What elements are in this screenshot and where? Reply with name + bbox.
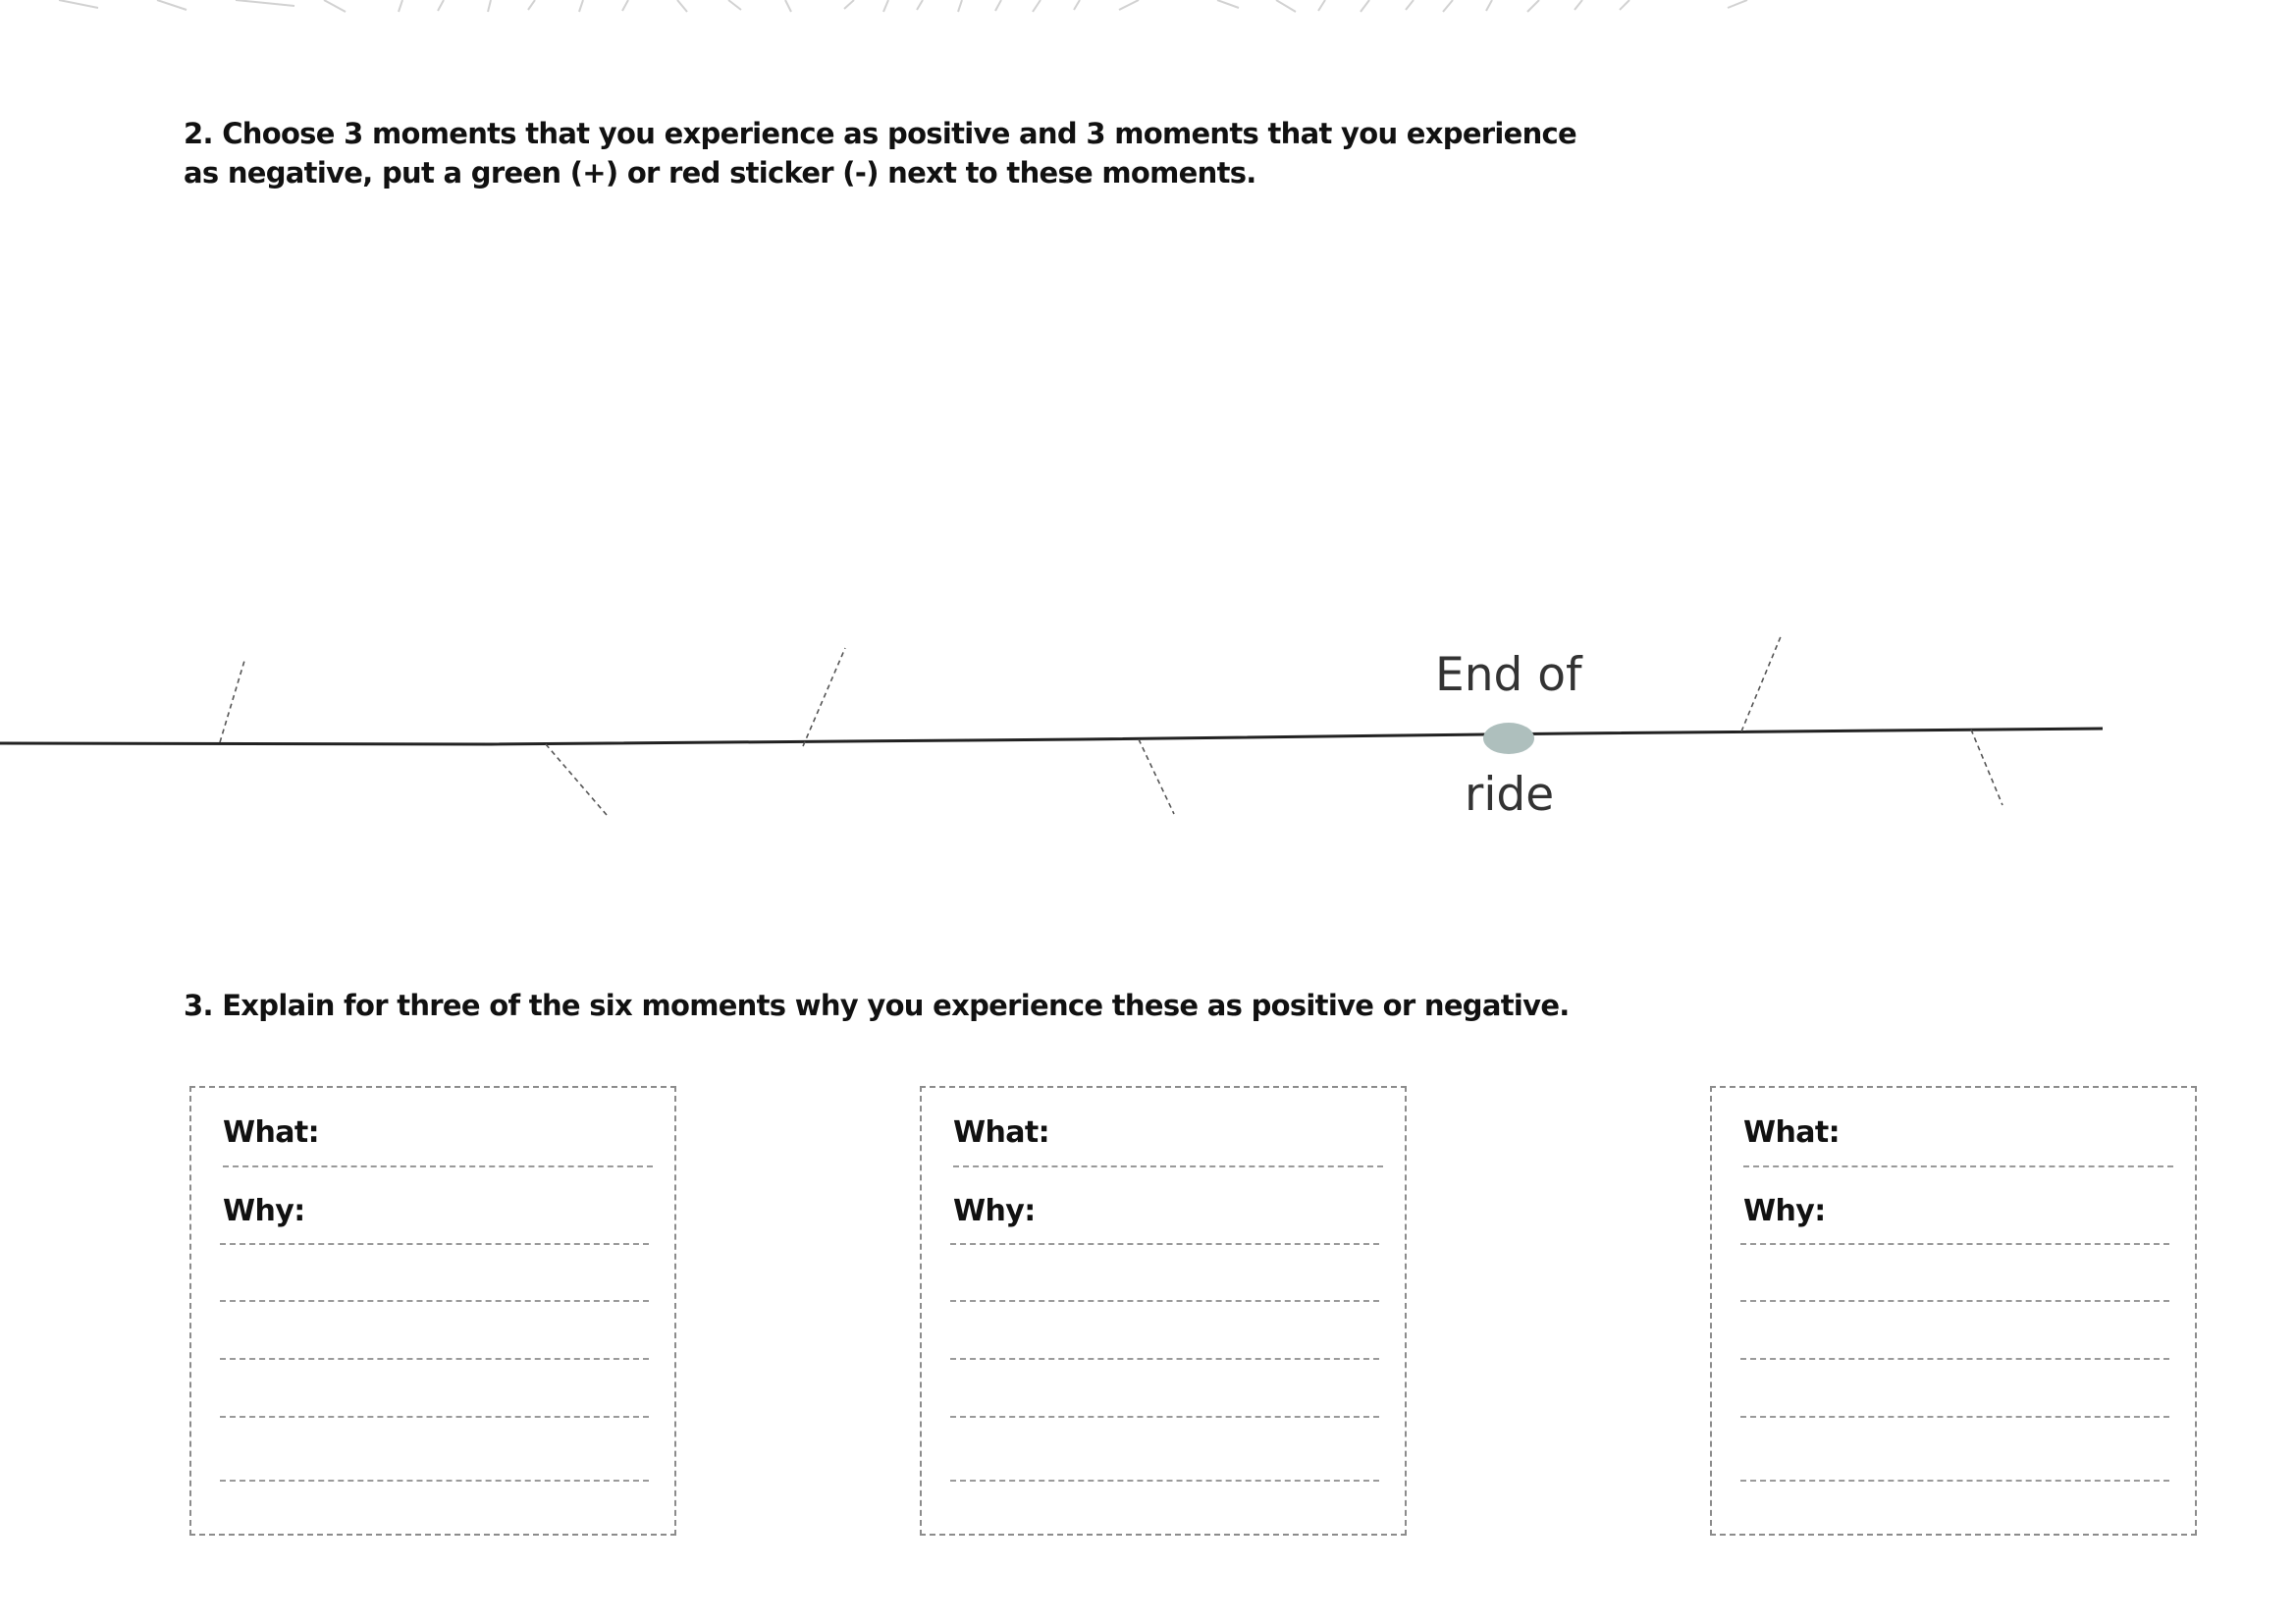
moment-tick [1139,739,1174,814]
why-write-line[interactable] [220,1358,649,1360]
top-decorative-border [0,0,2296,22]
end-of-ride-label-bottom: ride [1465,768,1555,822]
instruction-step-2: 2. Choose 3 moments that you experience as positive and 3 moments that you experience as negative, put a green (+) or red sticker (-) next to these moments. [184,117,1577,189]
why-write-line[interactable] [1740,1416,2169,1418]
why-write-line[interactable] [220,1416,649,1418]
why-write-line[interactable] [220,1300,649,1302]
why-write-line[interactable] [950,1358,1379,1360]
what-write-line[interactable] [953,1165,1383,1167]
why-write-line[interactable] [220,1243,649,1245]
moment-explanation-card [189,1086,676,1536]
end-of-ride-marker [1483,723,1534,754]
why-label: Why: [953,1194,1036,1228]
moment-explanation-card [920,1086,1407,1536]
why-write-line[interactable] [1740,1358,2169,1360]
what-write-line[interactable] [223,1165,653,1167]
why-write-line[interactable] [950,1243,1379,1245]
instruction-step-3: 3. Explain for three of the six moments why you experience these as positive or negative. [184,989,1570,1022]
moment-tick [546,744,607,815]
why-label: Why: [223,1194,305,1228]
why-write-line[interactable] [950,1480,1379,1482]
what-label: What: [223,1115,320,1150]
why-write-line[interactable] [1740,1243,2169,1245]
what-label: What: [1743,1115,1841,1150]
what-write-line[interactable] [1743,1165,2173,1167]
moment-tick [220,661,244,742]
journey-timeline [0,619,2296,844]
moment-tick [1971,730,2002,805]
moment-tick [803,648,845,746]
why-write-line[interactable] [950,1416,1379,1418]
why-label: Why: [1743,1194,1826,1228]
why-write-line[interactable] [1740,1480,2169,1482]
timeline-line [0,729,2103,744]
why-write-line[interactable] [220,1480,649,1482]
why-write-line[interactable] [950,1300,1379,1302]
what-label: What: [953,1115,1050,1150]
moment-explanation-card [1710,1086,2197,1536]
moment-tick [1741,634,1782,731]
why-write-line[interactable] [1740,1300,2169,1302]
end-of-ride-label-top: End of [1435,648,1582,702]
